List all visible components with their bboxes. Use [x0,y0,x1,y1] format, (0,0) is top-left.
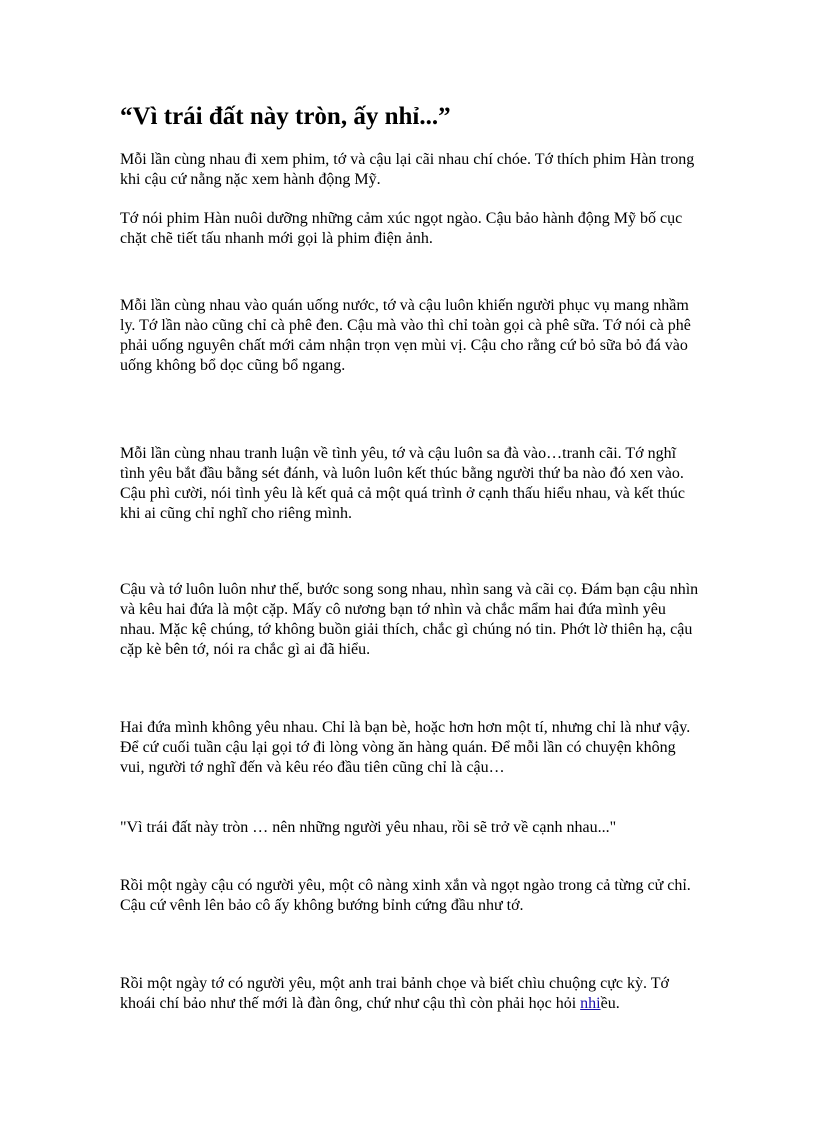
inline-link[interactable]: nhi [580,995,601,1012]
paragraph-text-before-link: Rồi một ngày tớ có người yêu, một anh trai bảnh chọe và biết chìu chuộng cực kỳ. Tớ khoái chí bảo như thế mới là đàn ông, chứ như cậu thì còn phải học hỏi [120,975,669,1012]
paragraph-side-by-side: Cậu và tớ luôn luôn như thế, bước song song nhau, nhìn sang và cãi cọ. Đám bạn cậu nhìn và kêu hai đứa là một cặp. Mấy cô nương bạn tớ nhìn và chắc mẩm hai đứa mình yêu nhau. Mặc kệ chúng, tớ không buồn giải thích, chắc gì chúng nó tin. Phớt lờ thiên hạ, cậu cặp kè bên tớ, nói ra chắc gì ai đã hiểu. [120,581,699,658]
paragraph-movie-opinions: Tớ nói phim Hàn nuôi dưỡng những cảm xúc ngọt ngào. Cậu bảo hành động Mỹ bố cục chặt chẽ tiết tấu nhanh mới gọi là phim điện ảnh. [120,210,683,247]
paragraph-text-after-link: ều. [600,995,620,1012]
paragraph-coffee: Mỗi lần cùng nhau vào quán uống nước, tớ và cậu luôn khiến người phục vụ mang nhầm ly. Tớ lần nào cũng chỉ cà phê đen. Cậu mà vào thì chỉ toàn gọi cà phê sữa. Tớ nói cà phê phải uống nguyên chất mới cảm nhận trọn vẹn mùi vị. Cậu cho rằng cứ bỏ sữa bỏ đá vào uống không bổ dọc cũng bổ ngang. [120,297,691,374]
paragraph-round-earth-quote: "Vì trái đất này tròn … nên những người yêu nhau, rồi sẽ trở về cạnh nhau..." [120,819,617,836]
paragraph-his-girlfriend: Rồi một ngày cậu có người yêu, một cô nàng xinh xắn và ngọt ngào trong cả từng cử chỉ. Cậu cứ vênh lên bảo cô ấy không bướng bỉnh cứng đầu như tớ. [120,877,691,914]
paragraph-her-boyfriend [120,974,700,1014]
story-title: “Vì trái đất này tròn, ấy nhỉ...” [120,103,451,130]
paragraph-just-friends: Hai đứa mình không yêu nhau. Chỉ là bạn bè, hoặc hơn hơn một tí, nhưng chỉ là như vậy. Để cứ cuối tuần cậu lại gọi tớ đi lòng vòng ăn hàng quán. Để mỗi lần có chuyện không vui, người tớ nghĩ đến và kêu réo đầu tiên cũng chỉ là cậu… [120,719,691,776]
paragraph-movies: Mỗi lần cùng nhau đi xem phim, tớ và cậu lại cãi nhau chí chóe. Tớ thích phim Hàn trong khi cậu cứ nằng nặc xem hành động Mỹ. [120,151,695,188]
paragraph-love-debate: Mỗi lần cùng nhau tranh luận về tình yêu, tớ và cậu luôn sa đà vào…tranh cãi. Tớ nghĩ tình yêu bắt đầu bằng sét đánh, và luôn luôn kết thúc bằng người thứ ba nào đó xen vào. Cậu phì cười, nói tình yêu là kết quả cả một quá trình ở cạnh thấu hiểu nhau, và kết thúc khi ai cũng chỉ nghĩ cho riêng mình. [120,445,685,522]
